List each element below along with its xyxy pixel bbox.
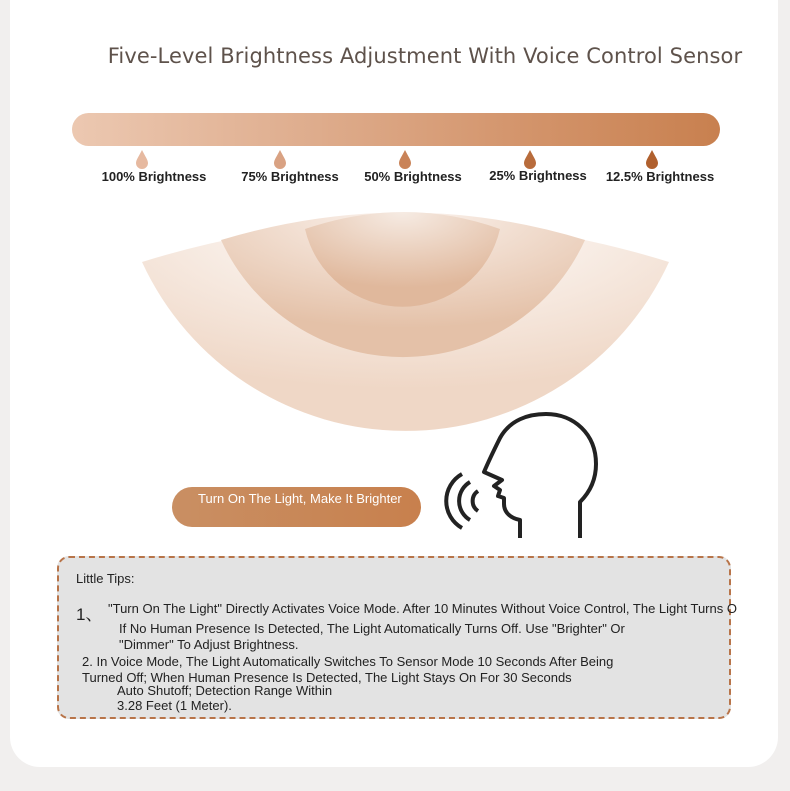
human-head-icon bbox=[480, 410, 605, 542]
tip-2-line-a: 2. In Voice Mode, The Light Automatically Switches To Sensor Mode 10 Seconds After Being bbox=[82, 654, 614, 669]
tip-1-line-b: If No Human Presence Is Detected, The Light Automatically Turns Off. Use "Brighter" Or bbox=[119, 621, 625, 636]
brightness-label-75: 75% Brightness bbox=[241, 169, 339, 184]
tip-1-line-c: "Dimmer" To Adjust Brightness. bbox=[119, 637, 299, 652]
brightness-label-25: 25% Brightness bbox=[489, 168, 587, 183]
tip-2-line-b: Turned Off; When Human Presence Is Detected, The Light Stays On For 30 Seconds bbox=[82, 670, 572, 685]
sound-waves-icon bbox=[444, 470, 484, 532]
tip-2-line-d: 3.28 Feet (1 Meter). bbox=[117, 698, 232, 713]
tips-heading: Little Tips: bbox=[76, 571, 135, 586]
page-title: Five-Level Brightness Adjustment With Voice Control Sensor bbox=[107, 44, 743, 68]
brightness-label-12-5: 12.5% Brightness bbox=[605, 169, 715, 184]
tip-2-line-c: Auto Shutoff; Detection Range Within bbox=[117, 683, 333, 698]
voice-command-button[interactable]: Turn On The Light, Make It Brighter bbox=[172, 487, 421, 527]
brightness-label-50: 50% Brightness bbox=[364, 169, 462, 184]
tip-number-1: 1、 bbox=[76, 605, 103, 624]
tip-1-line-a: "Turn On The Light" Directly Activates Voice Mode. After 10 Minutes Without Voice Control, The Light Turns O bbox=[108, 601, 737, 616]
brightness-label-100: 100% Brightness bbox=[101, 169, 207, 184]
